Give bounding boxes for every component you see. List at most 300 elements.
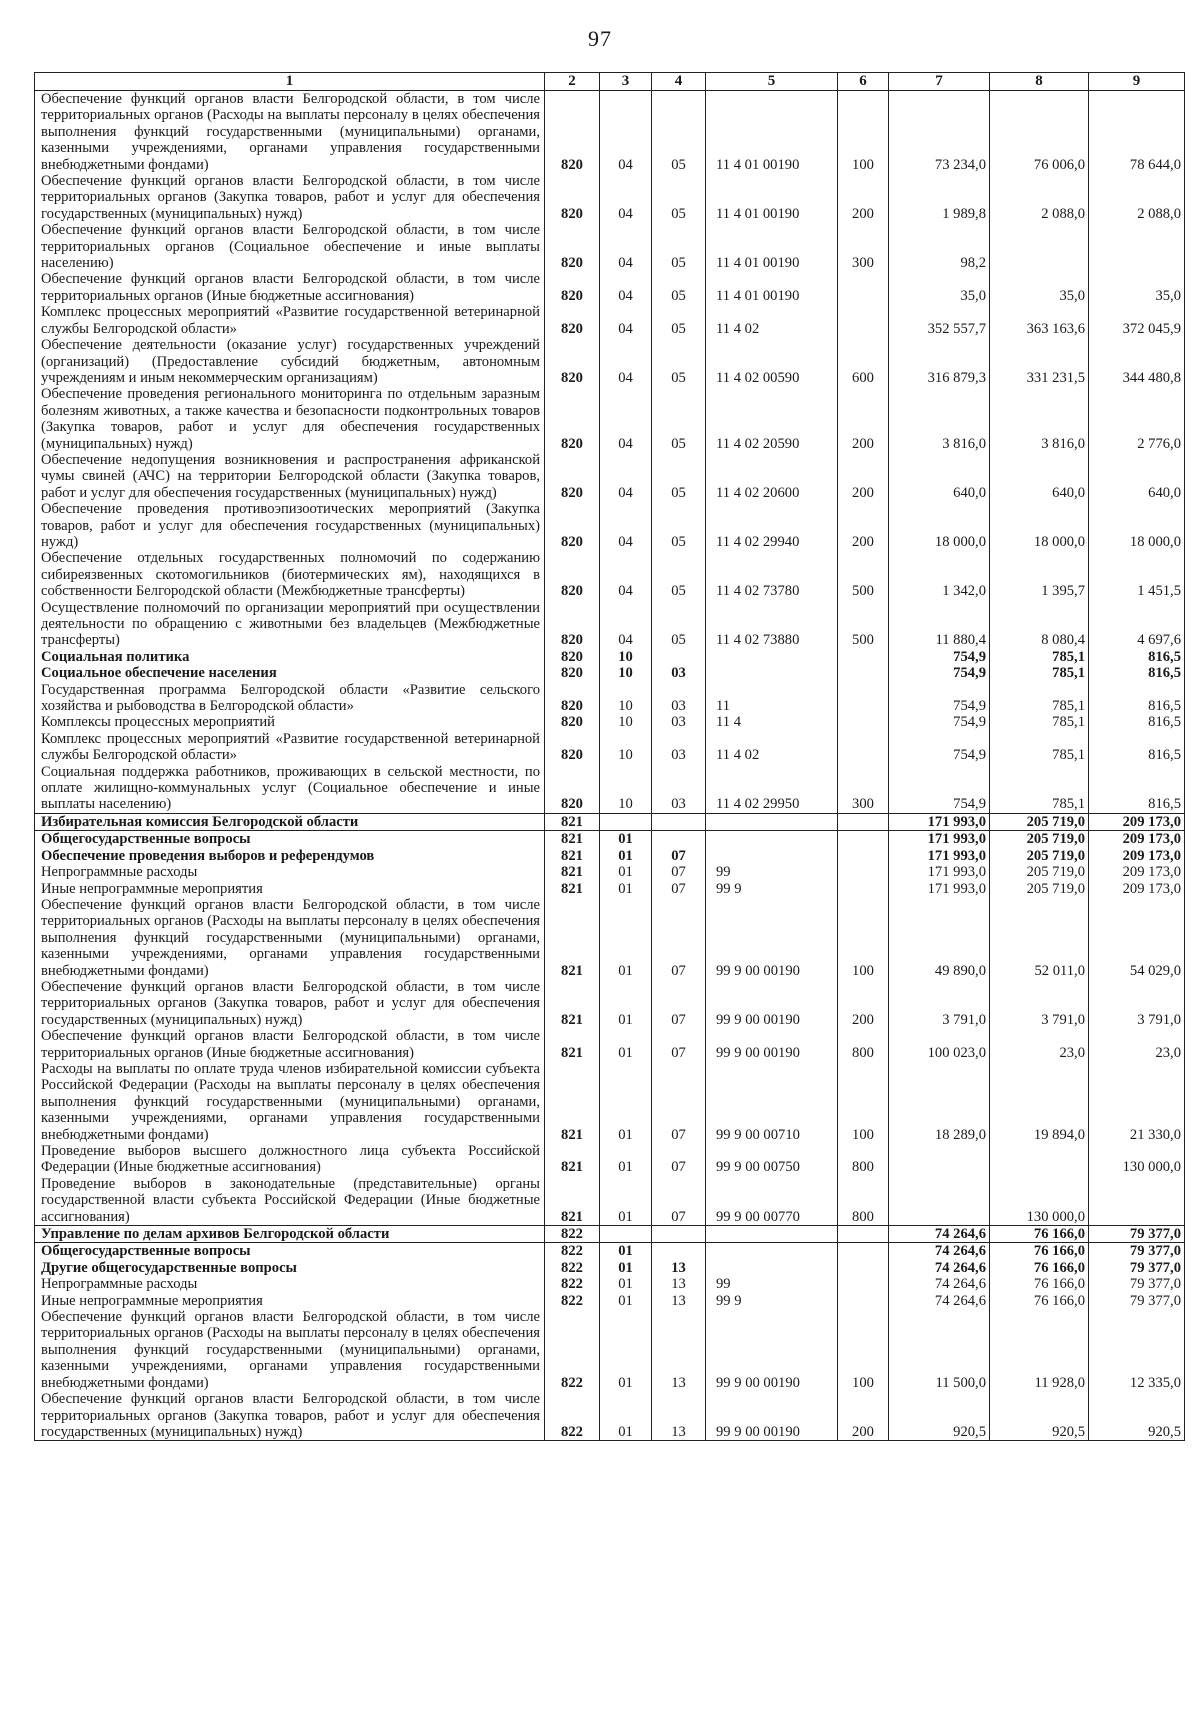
amount-year-2: 3 791,0 — [990, 979, 1089, 1028]
target-article: 99 9 — [706, 881, 838, 897]
row-description: Иные непрограммные мероприятия — [35, 1293, 545, 1309]
amount-year-3: 54 029,0 — [1089, 897, 1185, 979]
row-description: Расходы на выплаты по оплате труда членов избирательной комиссии субъекта Российской Федерации (Расходы на выплаты персоналу в целях обеспечения выполнения функций государственными (муниципальными) органами, казенными учреждениями, органами управления государственными внебюджетными фондами) — [35, 1061, 545, 1143]
target-article — [706, 848, 838, 864]
amount-year-3: 209 173,0 — [1089, 831, 1185, 848]
table-row — [35, 222, 1185, 271]
amount-year-1: 11 880,4 — [889, 600, 990, 649]
admin-code: 822 — [545, 1226, 600, 1243]
amount-year-2: 785,1 — [990, 649, 1089, 665]
amount-year-3: 21 330,0 — [1089, 1061, 1185, 1143]
section-code: 04 — [600, 386, 652, 452]
row-description: Проведение выборов в законодательные (представительные) органы государственной власти субъекта Российской Федерации (Иные бюджетные ассигнования) — [35, 1176, 545, 1226]
amount-year-2: 2 088,0 — [990, 173, 1089, 222]
table-row — [35, 1293, 1185, 1309]
amount-year-1: 74 264,6 — [889, 1293, 990, 1309]
page-number: 97 — [588, 26, 612, 51]
row-description: Обеспечение функций органов власти Белгородской области, в том числе территориальных органов (Иные бюджетные ассигнования) — [35, 271, 545, 304]
table-row — [35, 1176, 1185, 1226]
amount-year-1: 754,9 — [889, 714, 990, 730]
amount-year-2: 23,0 — [990, 1028, 1089, 1061]
table-row — [35, 1309, 1185, 1391]
target-article: 99 9 00 00190 — [706, 897, 838, 979]
amount-year-3: 79 377,0 — [1089, 1226, 1185, 1243]
amount-year-3: 816,5 — [1089, 649, 1185, 665]
row-description: Обеспечение отдельных государственных полномочий по содержанию сибиреязвенных скотомогильников (биотермических ям), находящихся в собственности Белгородской области (Межбюджетные трансферты) — [35, 550, 545, 599]
row-description: Непрограммные расходы — [35, 1276, 545, 1292]
table-row — [35, 91, 1185, 174]
expense-type-code — [838, 831, 889, 848]
amount-year-1: 171 993,0 — [889, 848, 990, 864]
amount-year-2 — [990, 222, 1089, 271]
row-description: Обеспечение проведения противоэпизоотических мероприятий (Закупка товаров, работ и услуг для обеспечения государственных (муниципальных) нужд) — [35, 501, 545, 550]
admin-code: 820 — [545, 764, 600, 814]
row-description: Другие общегосударственные вопросы — [35, 1260, 545, 1276]
target-article: 11 4 02 20600 — [706, 452, 838, 501]
subsection-code: 05 — [652, 304, 706, 337]
admin-code: 820 — [545, 665, 600, 681]
admin-code: 820 — [545, 501, 600, 550]
amount-year-1: 74 264,6 — [889, 1243, 990, 1260]
section-code — [600, 813, 652, 830]
amount-year-2: 205 719,0 — [990, 848, 1089, 864]
section-code: 01 — [600, 1061, 652, 1143]
target-article: 11 4 02 73780 — [706, 550, 838, 599]
amount-year-3: 209 173,0 — [1089, 848, 1185, 864]
row-description: Социальная поддержка работников, проживающих в сельской местности, по оплате жилищно-коммунальных услуг (Социальное обеспечение и иные выплаты населению) — [35, 764, 545, 814]
target-article: 99 9 00 00190 — [706, 1028, 838, 1061]
target-article — [706, 831, 838, 848]
target-article: 11 4 01 00190 — [706, 271, 838, 304]
expense-type-code: 500 — [838, 550, 889, 599]
expense-type-code — [838, 649, 889, 665]
section-code: 01 — [600, 881, 652, 897]
amount-year-2: 76 166,0 — [990, 1226, 1089, 1243]
amount-year-3: 816,5 — [1089, 665, 1185, 681]
row-description: Обеспечение функций органов власти Белгородской области, в том числе территориальных органов (Иные бюджетные ассигнования) — [35, 1028, 545, 1061]
admin-code: 820 — [545, 714, 600, 730]
amount-year-2: 76 166,0 — [990, 1276, 1089, 1292]
amount-year-3 — [1089, 222, 1185, 271]
row-description: Осуществление полномочий по организации мероприятий при осуществлении деятельности по обращению с животными без владельцев (Межбюджетные трансферты) — [35, 600, 545, 649]
amount-year-1: 1 342,0 — [889, 550, 990, 599]
expense-type-code: 800 — [838, 1176, 889, 1226]
section-code: 10 — [600, 649, 652, 665]
admin-code: 821 — [545, 864, 600, 880]
target-article: 11 — [706, 682, 838, 715]
row-description: Государственная программа Белгородской области «Развитие сельского хозяйства и рыбоводства в Белгородской области» — [35, 682, 545, 715]
amount-year-2: 205 719,0 — [990, 864, 1089, 880]
table-row — [35, 1061, 1185, 1143]
expense-type-code: 800 — [838, 1143, 889, 1176]
subsection-code: 07 — [652, 1176, 706, 1226]
amount-year-1: 73 234,0 — [889, 91, 990, 174]
section-code: 01 — [600, 1276, 652, 1292]
amount-year-2: 785,1 — [990, 682, 1089, 715]
expense-type-code — [838, 714, 889, 730]
admin-code: 820 — [545, 731, 600, 764]
amount-year-2: 3 816,0 — [990, 386, 1089, 452]
target-article: 11 4 01 00190 — [706, 222, 838, 271]
amount-year-2: 52 011,0 — [990, 897, 1089, 979]
table-row — [35, 1260, 1185, 1276]
target-article — [706, 1260, 838, 1276]
section-code: 01 — [600, 1391, 652, 1441]
expense-type-code — [838, 813, 889, 830]
subsection-code: 05 — [652, 222, 706, 271]
amount-year-2: 363 163,6 — [990, 304, 1089, 337]
table-row — [35, 337, 1185, 386]
target-article: 99 9 00 00190 — [706, 1391, 838, 1441]
amount-year-3: 23,0 — [1089, 1028, 1185, 1061]
amount-year-2: 18 000,0 — [990, 501, 1089, 550]
target-article: 99 9 00 00710 — [706, 1061, 838, 1143]
admin-code: 820 — [545, 91, 600, 174]
table-row — [35, 271, 1185, 304]
admin-code: 821 — [545, 881, 600, 897]
subsection-code: 07 — [652, 848, 706, 864]
amount-year-2: 1 395,7 — [990, 550, 1089, 599]
expense-type-code: 200 — [838, 173, 889, 222]
subsection-code — [652, 831, 706, 848]
section-code: 01 — [600, 1028, 652, 1061]
column-header: 1 — [35, 73, 545, 91]
amount-year-2: 8 080,4 — [990, 600, 1089, 649]
expense-type-code — [838, 304, 889, 337]
table-row — [35, 600, 1185, 649]
amount-year-2: 130 000,0 — [990, 1176, 1089, 1226]
subsection-code — [652, 649, 706, 665]
subsection-code: 07 — [652, 1143, 706, 1176]
section-code: 04 — [600, 337, 652, 386]
section-code: 04 — [600, 222, 652, 271]
table-row — [35, 304, 1185, 337]
amount-year-1: 754,9 — [889, 649, 990, 665]
table-row — [35, 649, 1185, 665]
row-description: Обеспечение функций органов власти Белгородской области, в том числе территориальных органов (Закупка товаров, работ и услуг для обеспечения государственных (муниципальных) нужд) — [35, 1391, 545, 1441]
table-row — [35, 848, 1185, 864]
admin-code: 822 — [545, 1391, 600, 1441]
expense-type-code: 200 — [838, 1391, 889, 1441]
amount-year-2: 205 719,0 — [990, 831, 1089, 848]
amount-year-3: 130 000,0 — [1089, 1143, 1185, 1176]
column-header: 9 — [1089, 73, 1185, 91]
amount-year-1: 18 289,0 — [889, 1061, 990, 1143]
target-article: 11 4 01 00190 — [706, 91, 838, 174]
amount-year-3: 18 000,0 — [1089, 501, 1185, 550]
expense-type-code — [838, 665, 889, 681]
target-article: 99 9 — [706, 1293, 838, 1309]
subsection-code: 07 — [652, 881, 706, 897]
table-row — [35, 831, 1185, 848]
table-row — [35, 452, 1185, 501]
row-description: Обеспечение функций органов власти Белгородской области, в том числе территориальных органов (Социальное обеспечение и иные выплаты населению) — [35, 222, 545, 271]
section-code: 10 — [600, 682, 652, 715]
table-row — [35, 864, 1185, 880]
table-row — [35, 813, 1185, 830]
row-description: Обеспечение функций органов власти Белгородской области, в том числе территориальных органов (Закупка товаров, работ и услуг для обеспечения государственных (муниципальных) нужд) — [35, 979, 545, 1028]
amount-year-1: 171 993,0 — [889, 831, 990, 848]
row-description: Общегосударственные вопросы — [35, 1243, 545, 1260]
amount-year-2: 35,0 — [990, 271, 1089, 304]
expense-type-code: 100 — [838, 897, 889, 979]
table-row — [35, 682, 1185, 715]
section-code: 01 — [600, 831, 652, 848]
expense-type-code — [838, 682, 889, 715]
section-code: 10 — [600, 731, 652, 764]
amount-year-3: 78 644,0 — [1089, 91, 1185, 174]
target-article: 11 4 02 — [706, 731, 838, 764]
admin-code: 820 — [545, 600, 600, 649]
row-description: Обеспечение проведения регионального мониторинга по отдельным заразным болезням животных, а также качества и безопасности подконтрольных товаров (Закупка товаров, работ и услуг для обеспечения государственных (муниципальных) нужд) — [35, 386, 545, 452]
amount-year-3: 12 335,0 — [1089, 1309, 1185, 1391]
admin-code: 822 — [545, 1243, 600, 1260]
target-article: 11 4 02 20590 — [706, 386, 838, 452]
section-code: 01 — [600, 979, 652, 1028]
target-article — [706, 665, 838, 681]
row-description: Непрограммные расходы — [35, 864, 545, 880]
admin-code: 822 — [545, 1293, 600, 1309]
amount-year-2: 76 166,0 — [990, 1260, 1089, 1276]
amount-year-2: 76 166,0 — [990, 1243, 1089, 1260]
amount-year-3: 816,5 — [1089, 682, 1185, 715]
subsection-code: 03 — [652, 665, 706, 681]
target-article: 11 4 02 73880 — [706, 600, 838, 649]
admin-code: 820 — [545, 649, 600, 665]
section-code: 01 — [600, 1143, 652, 1176]
admin-code: 821 — [545, 897, 600, 979]
target-article: 99 — [706, 864, 838, 880]
table-header-row — [35, 73, 1185, 91]
amount-year-3: 816,5 — [1089, 764, 1185, 814]
column-header: 3 — [600, 73, 652, 91]
expense-type-code: 800 — [838, 1028, 889, 1061]
admin-code: 822 — [545, 1276, 600, 1292]
table-row — [35, 386, 1185, 452]
amount-year-1: 35,0 — [889, 271, 990, 304]
admin-code: 821 — [545, 1061, 600, 1143]
row-description: Обеспечение проведения выборов и референдумов — [35, 848, 545, 864]
amount-year-2: 205 719,0 — [990, 881, 1089, 897]
expense-type-code — [838, 1293, 889, 1309]
amount-year-1 — [889, 1176, 990, 1226]
target-article: 11 4 — [706, 714, 838, 730]
expense-type-code: 300 — [838, 222, 889, 271]
subsection-code: 13 — [652, 1276, 706, 1292]
section-code: 01 — [600, 897, 652, 979]
table-row — [35, 1276, 1185, 1292]
amount-year-3: 640,0 — [1089, 452, 1185, 501]
table-row — [35, 897, 1185, 979]
row-description: Обеспечение функций органов власти Белгородской области, в том числе территориальных органов (Расходы на выплаты персоналу в целях обеспечения выполнения функций государственными (муниципальными) органами, казенными учреждениями, органами управления государственными внебюджетными фондами) — [35, 897, 545, 979]
table-row — [35, 764, 1185, 814]
target-article — [706, 1226, 838, 1243]
amount-year-1: 74 264,6 — [889, 1276, 990, 1292]
row-description: Обеспечение деятельности (оказание услуг) государственных учреждений (организаций) (Предоставление субсидий бюджетным, автономным учреждениям и иным некоммерческим организациям) — [35, 337, 545, 386]
row-description: Комплекс процессных мероприятий «Развитие государственной ветеринарной службы Белгородской области» — [35, 304, 545, 337]
target-article — [706, 1243, 838, 1260]
subsection-code: 03 — [652, 764, 706, 814]
target-article: 99 — [706, 1276, 838, 1292]
expense-type-code — [838, 1276, 889, 1292]
expense-type-code — [838, 881, 889, 897]
subsection-code: 05 — [652, 600, 706, 649]
row-description: Проведение выборов высшего должностного лица субъекта Российской Федерации (Иные бюджетные ассигнования) — [35, 1143, 545, 1176]
amount-year-2: 205 719,0 — [990, 813, 1089, 830]
amount-year-2: 785,1 — [990, 714, 1089, 730]
amount-year-3: 1 451,5 — [1089, 550, 1185, 599]
amount-year-3: 209 173,0 — [1089, 864, 1185, 880]
target-article: 11 4 02 29940 — [706, 501, 838, 550]
amount-year-1: 171 993,0 — [889, 881, 990, 897]
expense-type-code: 300 — [838, 764, 889, 814]
amount-year-1 — [889, 1143, 990, 1176]
subsection-code: 05 — [652, 173, 706, 222]
amount-year-3: 920,5 — [1089, 1391, 1185, 1441]
table-row — [35, 550, 1185, 599]
amount-year-1: 1 989,8 — [889, 173, 990, 222]
amount-year-1: 11 500,0 — [889, 1309, 990, 1391]
admin-code: 821 — [545, 979, 600, 1028]
expense-type-code — [838, 1226, 889, 1243]
amount-year-3: 816,5 — [1089, 714, 1185, 730]
amount-year-1: 74 264,6 — [889, 1226, 990, 1243]
row-description: Обеспечение функций органов власти Белгородской области, в том числе территориальных органов (Закупка товаров, работ и услуг для обеспечения государственных (муниципальных) нужд) — [35, 173, 545, 222]
column-header: 7 — [889, 73, 990, 91]
subsection-code: 05 — [652, 271, 706, 304]
table-body — [35, 91, 1185, 1441]
subsection-code: 03 — [652, 682, 706, 715]
admin-code: 820 — [545, 452, 600, 501]
section-code: 01 — [600, 1293, 652, 1309]
table-row — [35, 173, 1185, 222]
subsection-code: 05 — [652, 550, 706, 599]
section-code: 01 — [600, 864, 652, 880]
row-description: Комплексы процессных мероприятий — [35, 714, 545, 730]
amount-year-3: 3 791,0 — [1089, 979, 1185, 1028]
row-description: Социальная политика — [35, 649, 545, 665]
row-description: Общегосударственные вопросы — [35, 831, 545, 848]
amount-year-1: 754,9 — [889, 731, 990, 764]
amount-year-2: 331 231,5 — [990, 337, 1089, 386]
admin-code: 820 — [545, 682, 600, 715]
subsection-code — [652, 813, 706, 830]
subsection-code: 07 — [652, 1028, 706, 1061]
section-code: 10 — [600, 764, 652, 814]
amount-year-2: 785,1 — [990, 731, 1089, 764]
admin-code: 820 — [545, 386, 600, 452]
table-row — [35, 1143, 1185, 1176]
amount-year-3: 35,0 — [1089, 271, 1185, 304]
subsection-code — [652, 1226, 706, 1243]
section-code: 04 — [600, 501, 652, 550]
subsection-code: 03 — [652, 714, 706, 730]
admin-code: 820 — [545, 304, 600, 337]
section-code: 04 — [600, 600, 652, 649]
amount-year-2: 785,1 — [990, 665, 1089, 681]
subsection-code: 05 — [652, 91, 706, 174]
target-article: 11 4 02 — [706, 304, 838, 337]
target-article: 11 4 02 29950 — [706, 764, 838, 814]
table-row — [35, 979, 1185, 1028]
expense-type-code: 100 — [838, 1309, 889, 1391]
section-code: 01 — [600, 1309, 652, 1391]
column-header: 6 — [838, 73, 889, 91]
amount-year-1: 754,9 — [889, 665, 990, 681]
section-code: 10 — [600, 665, 652, 681]
amount-year-1: 74 264,6 — [889, 1260, 990, 1276]
amount-year-2: 76 006,0 — [990, 91, 1089, 174]
column-header: 4 — [652, 73, 706, 91]
admin-code: 821 — [545, 1143, 600, 1176]
amount-year-1: 49 890,0 — [889, 897, 990, 979]
amount-year-2: 785,1 — [990, 764, 1089, 814]
target-article: 99 9 00 00770 — [706, 1176, 838, 1226]
table-row — [35, 881, 1185, 897]
column-header: 2 — [545, 73, 600, 91]
amount-year-3: 372 045,9 — [1089, 304, 1185, 337]
section-code: 04 — [600, 304, 652, 337]
row-description: Обеспечение функций органов власти Белгородской области, в том числе территориальных органов (Расходы на выплаты персоналу в целях обеспечения выполнения функций государственными (муниципальными) органами, казенными учреждениями, органами управления государственными внебюджетными фондами) — [35, 91, 545, 174]
table-row — [35, 731, 1185, 764]
section-code: 04 — [600, 550, 652, 599]
table-row — [35, 1243, 1185, 1260]
target-article — [706, 813, 838, 830]
row-description: Социальное обеспечение населения — [35, 665, 545, 681]
subsection-code: 13 — [652, 1293, 706, 1309]
subsection-code: 13 — [652, 1260, 706, 1276]
expense-type-code: 500 — [838, 600, 889, 649]
subsection-code: 07 — [652, 897, 706, 979]
amount-year-1: 316 879,3 — [889, 337, 990, 386]
budget-table — [34, 72, 1185, 1441]
admin-code: 821 — [545, 848, 600, 864]
admin-code: 822 — [545, 1260, 600, 1276]
amount-year-2: 19 894,0 — [990, 1061, 1089, 1143]
amount-year-3: 344 480,8 — [1089, 337, 1185, 386]
table-row — [35, 665, 1185, 681]
table-row — [35, 501, 1185, 550]
section-code: 01 — [600, 1176, 652, 1226]
admin-code: 820 — [545, 173, 600, 222]
amount-year-1: 171 993,0 — [889, 864, 990, 880]
expense-type-code — [838, 731, 889, 764]
table-row — [35, 1226, 1185, 1243]
amount-year-3: 79 377,0 — [1089, 1243, 1185, 1260]
subsection-code: 13 — [652, 1391, 706, 1441]
subsection-code: 03 — [652, 731, 706, 764]
section-code: 01 — [600, 1260, 652, 1276]
table-row — [35, 1028, 1185, 1061]
amount-year-3: 209 173,0 — [1089, 813, 1185, 830]
target-article: 99 9 00 00190 — [706, 979, 838, 1028]
subsection-code: 07 — [652, 979, 706, 1028]
amount-year-3: 2 088,0 — [1089, 173, 1185, 222]
expense-type-code — [838, 864, 889, 880]
amount-year-3: 79 377,0 — [1089, 1293, 1185, 1309]
admin-code: 821 — [545, 813, 600, 830]
amount-year-1: 352 557,7 — [889, 304, 990, 337]
admin-code: 822 — [545, 1309, 600, 1391]
expense-type-code: 100 — [838, 91, 889, 174]
admin-code: 820 — [545, 222, 600, 271]
admin-code: 821 — [545, 1176, 600, 1226]
section-code: 01 — [600, 1243, 652, 1260]
section-code: 01 — [600, 848, 652, 864]
subsection-code: 13 — [652, 1309, 706, 1391]
admin-code: 821 — [545, 831, 600, 848]
expense-type-code: 200 — [838, 501, 889, 550]
